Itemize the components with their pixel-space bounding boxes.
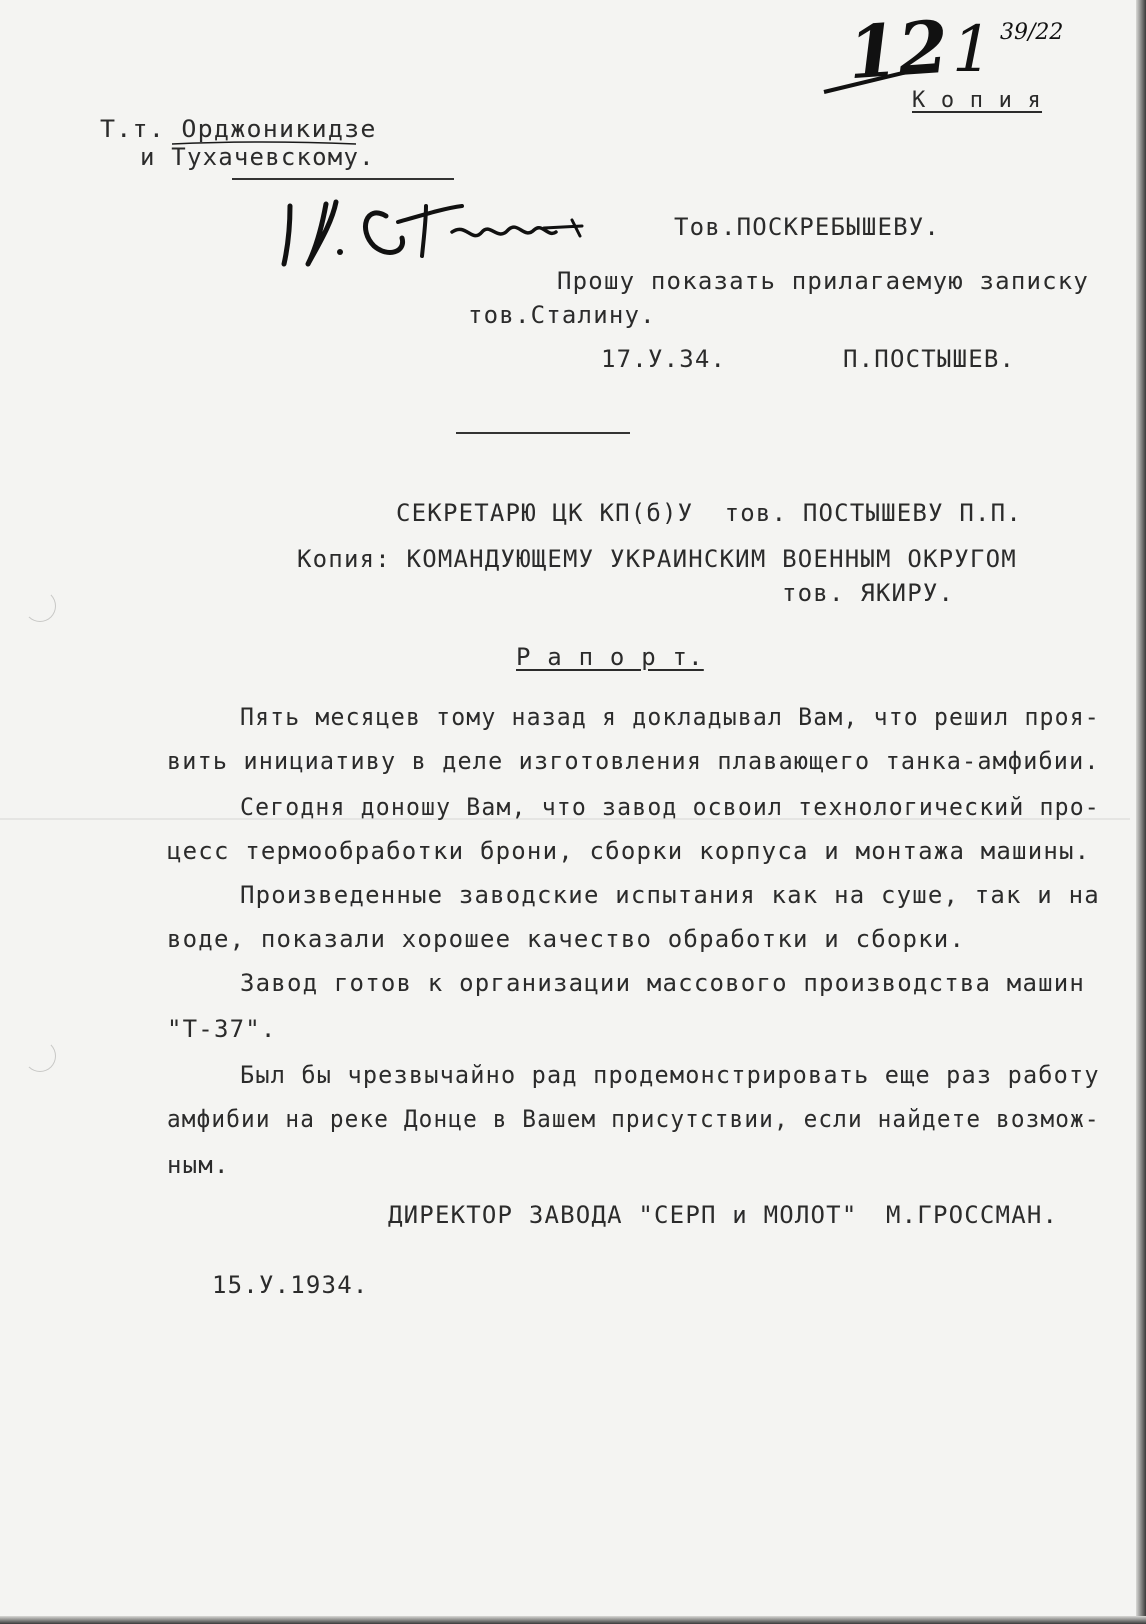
cover-note-sender: П.ПОСТЫШЕВ. bbox=[843, 345, 1016, 373]
report-line-4: цесс термообработки брони, сборки корпуса и монтажа машины. bbox=[167, 837, 1091, 865]
report-line-8: "Т-37". bbox=[167, 1015, 277, 1043]
cover-note-to: Тов.ПОСКРЕБЫШЕВУ. bbox=[674, 213, 941, 241]
page-edge-bottom bbox=[0, 1616, 1146, 1624]
stalin-signature bbox=[276, 186, 596, 276]
report-line-11: ным. bbox=[167, 1151, 230, 1179]
report-line-6: воде, показали хорошее качество обработки и сборки. bbox=[167, 925, 966, 953]
report-line-3: Сегодня доношу Вам, что завод освоил технологический про- bbox=[240, 793, 1100, 821]
page-edge-right bbox=[1136, 0, 1146, 1624]
report-line-1: Пять месяцев тому назад я докладывал Вам, что решил проя- bbox=[240, 703, 1100, 731]
punch-hole-bottom bbox=[24, 1040, 56, 1072]
report-line-10: амфибии на реке Донце в Вашем присутствии, если найдете возмож- bbox=[167, 1105, 1100, 1133]
report-copy-line-2: тов. ЯКИРУ. bbox=[782, 579, 955, 607]
punch-hole-top bbox=[24, 590, 56, 622]
header-rule bbox=[232, 178, 454, 180]
signer-name: М.ГРОССМАН. bbox=[886, 1201, 1059, 1229]
report-copy-line: Копия: КОМАНДУЮЩЕМУ УКРАИНСКИМ ВОЕННЫМ ОКРУГОМ bbox=[297, 545, 1017, 573]
addressee-line-2: и Тухачевскому. bbox=[140, 143, 375, 171]
copy-mark: К о п и я bbox=[912, 88, 1043, 113]
report-line-5: Произведенные заводские испытания как на суше, так и на bbox=[240, 881, 1100, 909]
report-line-9: Был бы чрезвычайно рад продемонстрировать еще раз работу bbox=[240, 1061, 1100, 1089]
report-line-7: Завод готов к организации массового производства машин bbox=[240, 969, 1086, 997]
report-date: 15.У.1934. bbox=[212, 1271, 369, 1299]
section-divider bbox=[456, 432, 630, 434]
cover-note-line-1: Прошу показать прилагаемую записку bbox=[557, 267, 1090, 295]
cover-note-line-2: тов.Сталину. bbox=[468, 301, 656, 329]
addressee-line-1-text: Т.т. Орджоникидзе bbox=[100, 115, 377, 143]
report-recipient: СЕКРЕТАРЮ ЦК КП(б)У тов. ПОСТЫШЕВУ П.П. bbox=[396, 499, 1022, 527]
folio-sub-number: 1 bbox=[952, 13, 993, 87]
signer-title: ДИРЕКТОР ЗАВОДА "СЕРП и МОЛОТ" bbox=[388, 1201, 858, 1229]
folio-number: 12 bbox=[845, 3, 952, 96]
cover-note-date: 17.У.34. bbox=[601, 345, 727, 373]
sheet-reference: 39/22 bbox=[1000, 20, 1064, 45]
report-line-2: вить инициативу в деле изготовления плавающего танка-амфибии. bbox=[167, 747, 1100, 775]
report-title: Р а п о р т. bbox=[516, 643, 704, 671]
